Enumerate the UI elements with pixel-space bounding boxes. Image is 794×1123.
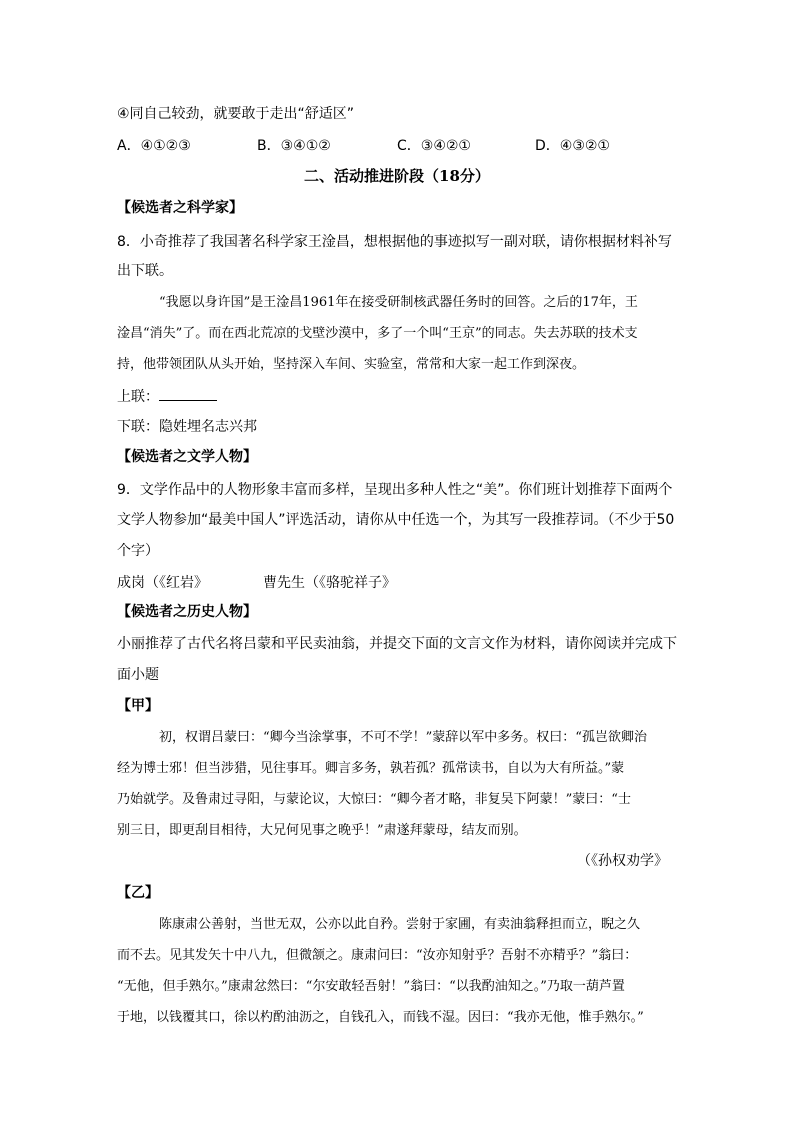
jia-line: 乃始就学。及鲁肃过寻阳，与蒙论议，大惊曰：“卿今者才略，非复吴下阿蒙！”蒙曰：“士 — [117, 792, 631, 807]
q7-item-4: ④同自己较劲，就要敢于走出“舒适区” — [117, 106, 355, 122]
q9-stem-line: 个字） — [117, 543, 159, 559]
heading-history: 【候选者之历史人物】 — [117, 604, 257, 620]
yi-line: “无他，但手熟尔。”康肃忿然曰：“尔安敢轻吾射！”翁曰：“以我酌油知之。”乃取一葫芦置 — [117, 979, 625, 994]
q9-stem-line: 文学人物参加“最美中国人”评选活动，请你从中任选一个，为其写一段推荐词。（不少于50 — [117, 512, 675, 528]
jia-source: （《孙权劝学》 — [577, 853, 668, 869]
yi-line: 陈康肃公善射，当世无双，公亦以此自矜。尝射于家圃，有卖油翁释担而立，睨之久 — [159, 917, 641, 932]
lower-couplet: 下联：隐姓埋名志兴邦 — [117, 419, 257, 435]
q8-stem-line: 8．小奇推荐了我国著名科学家王淦昌，想根据他的事迹拟写一副对联，请你根据材料补写 — [117, 234, 672, 250]
q8-material-line: 持，他带领团队从头开始，坚持深入车间、实验室，常常和大家一起工作到深夜。 — [117, 357, 586, 372]
jia-line: 初，权谓吕蒙曰：“卿今当涂掌事，不可不学！”蒙辞以军中多务。权曰：“孤岂欲卿治 — [159, 730, 647, 745]
answer-blank[interactable] — [159, 388, 217, 401]
yi-line: 于地，以钱覆其口，徐以杓酌油沥之，自钱孔入，而钱不湿。因曰：“我亦无他，惟手熟尔。” — [117, 1010, 644, 1025]
yi-line: 而不去。见其发矢十中八九，但微颔之。康肃问曰：“汝亦知射乎？吾射不亦精乎？”翁曰： — [117, 948, 638, 963]
q7-option-d: D．④③②① — [535, 138, 610, 154]
intro-line: 面小题 — [117, 667, 159, 683]
q7-option-a: A．④①②③ — [117, 138, 191, 154]
upper-couplet-label: 上联： — [117, 389, 159, 405]
q7-option-b: B．③④①② — [257, 138, 331, 154]
q7-option-c: C．③④②① — [397, 138, 471, 154]
q9-choice-1: 成岗（《红岩》 — [117, 575, 208, 591]
q8-stem-line: 出下联。 — [117, 263, 173, 279]
heading-literature: 【候选者之文学人物】 — [117, 449, 257, 465]
q8-material-line: “我愿以身许国”是王淦昌1961年在接受研制核武器任务时的回答。之后的17年，王 — [159, 295, 638, 310]
q9-stem-line: 9．文学作品中的人物形象丰富而多样，呈现出多种人性之“美”。你们班计划推荐下面两个 — [117, 482, 673, 498]
jia-line: 经为博士邪！但当涉猎，见往事耳。卿言多务，孰若孤？孤常读书，自以为大有所益。”蒙 — [117, 761, 625, 776]
section-title: 二、活动推进阶段（18分） — [304, 167, 490, 185]
intro-line: 小丽推荐了古代名将吕蒙和平民卖油翁，并提交下面的文言文作为材料，请你阅读并完成下 — [117, 636, 677, 652]
label-jia: 【甲】 — [117, 698, 159, 714]
upper-couplet — [117, 388, 217, 406]
jia-line: 别三日，即更刮目相待，大兄何见事之晚乎！”肃遂拜蒙母，结友而别。 — [117, 823, 527, 838]
heading-scientist: 【候选者之科学家】 — [117, 200, 243, 216]
q9-choice-2: 曹先生（《骆驼祥子》 — [263, 575, 396, 591]
label-yi: 【乙】 — [117, 885, 159, 901]
q8-material-line: 淦昌“消失”了。而在西北荒凉的戈壁沙漠中，多了一个叫“王京”的同志。失去苏联的技术支 — [117, 326, 638, 341]
